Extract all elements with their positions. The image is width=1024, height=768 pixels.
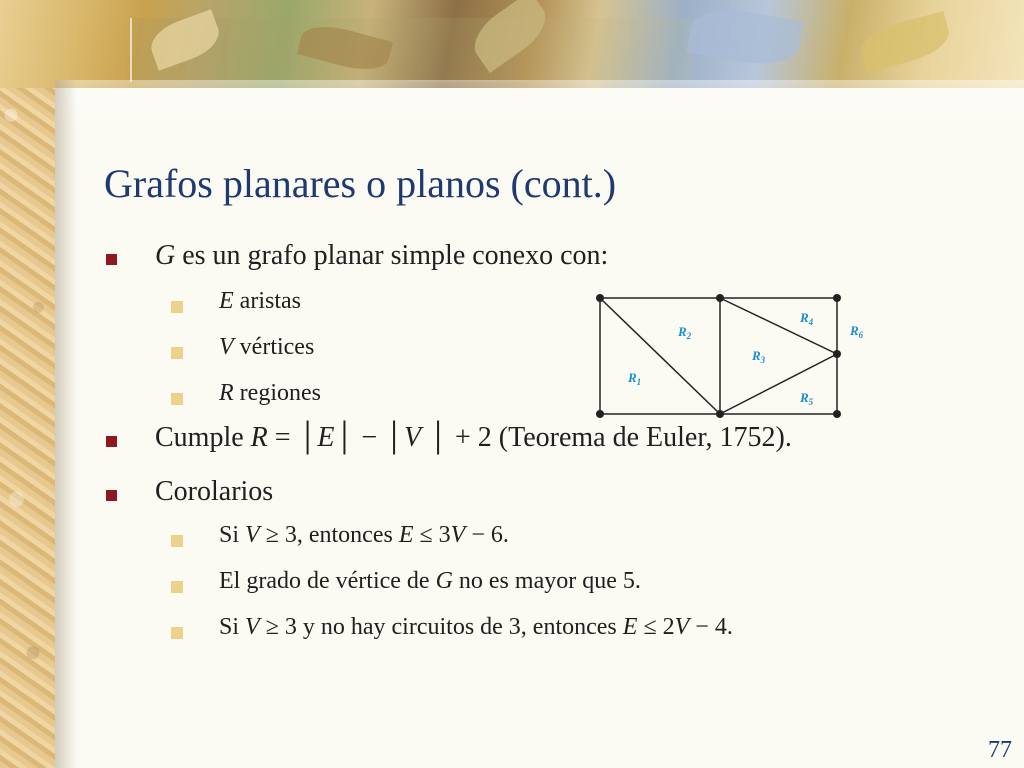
bullet-text-part: │ − │ [334, 422, 404, 453]
region-label-r6: $R_6$ [850, 323, 864, 340]
bullet-marker [106, 254, 117, 265]
bullet-text-part: R [219, 380, 234, 406]
sub-bullet-marker [171, 347, 183, 359]
sub-bullet-item [219, 568, 641, 595]
bullet-text-part: V [450, 522, 466, 548]
bullet-text-part: − 6. [465, 522, 509, 548]
bullet-item [155, 476, 273, 508]
bullet-marker [106, 490, 117, 501]
vertex [716, 410, 724, 418]
vertex [833, 350, 841, 358]
bullet-item [155, 422, 792, 454]
sub-bullet-marker [171, 393, 183, 405]
sub-bullet-item [219, 380, 321, 407]
left-decorative-strip [0, 0, 55, 768]
bullet-text-part: ≥ 3 y no hay circuitos de 3, entonces [259, 614, 623, 640]
edge [600, 298, 720, 414]
bullet-text-part: ≤ 2 [637, 614, 675, 640]
region-label-r4: $R_4$ [800, 310, 814, 327]
region-label-r3: $R_3$ [752, 348, 766, 365]
vertex [716, 294, 724, 302]
slide-title: Grafos planares o planos (cont.) [104, 161, 617, 206]
planar-graph-figure [592, 290, 882, 425]
sub-bullet-marker [171, 301, 183, 313]
content-shadow [55, 80, 77, 768]
bullet-text-part: G [435, 568, 453, 594]
top-decorative-banner [0, 0, 1024, 88]
sub-bullet-item [219, 288, 301, 315]
bullet-text-part: = │ [267, 422, 318, 453]
bullet-text-part: V [404, 422, 422, 453]
bullet-text-part: Cumple [155, 422, 251, 453]
page-number: 77 [988, 737, 1012, 763]
bullet-text-part: V [674, 614, 690, 640]
bullet-text-part: E [219, 288, 234, 314]
sub-bullet-item [219, 334, 314, 361]
edge [720, 298, 837, 354]
bullet-text-part: es un grafo planar simple conexo con: [175, 240, 609, 271]
bullet-text-part: V [245, 614, 260, 640]
bullet-text-part: ≥ 3, entonces [259, 522, 399, 548]
region-label-r1: $R_1$ [628, 370, 642, 387]
vertex [596, 410, 604, 418]
bullet-text-part: vértices [233, 334, 315, 360]
bullet-text-part: V [219, 334, 234, 360]
bullet-text-part: no es mayor que 5. [452, 568, 641, 594]
bullet-text-part: − 4. [689, 614, 733, 640]
vertex [596, 294, 604, 302]
bullet-text-part: R [250, 422, 268, 453]
sub-bullet-marker [171, 627, 183, 639]
bullet-text-part: Si [219, 614, 246, 640]
region-label-r2: $R_2$ [678, 324, 692, 341]
leaf-decoration [856, 11, 953, 73]
sub-bullet-marker [171, 581, 183, 593]
sub-bullet-marker [171, 535, 183, 547]
bullet-text-part: Corolarios [155, 476, 274, 507]
vertex [833, 294, 841, 302]
vertex [833, 410, 841, 418]
leaf-decoration [686, 3, 803, 71]
bullet-text-part: ≤ 3 [413, 522, 451, 548]
bullet-text-part: El grado de vértice de [219, 568, 436, 594]
bullet-text-part: aristas [233, 288, 301, 314]
bullet-marker [106, 436, 117, 447]
bullet-text-part: regiones [233, 380, 321, 406]
region-label-r5: $R_5$ [800, 390, 814, 407]
bullet-item [155, 240, 608, 272]
sub-bullet-item [219, 614, 733, 641]
bullet-text-part: │ + 2 (Teorema de Euler, 1752). [421, 422, 792, 453]
bullet-text-part: G [155, 240, 176, 271]
edge [720, 354, 837, 414]
bullet-text-part: E [622, 614, 638, 640]
bullet-text-part: Si [219, 522, 246, 548]
bullet-text-part: E [398, 522, 414, 548]
bullet-text-part: V [245, 522, 260, 548]
bullet-text-part: E [317, 422, 335, 453]
sub-bullet-item [219, 522, 509, 549]
banner-fade [55, 80, 1024, 130]
